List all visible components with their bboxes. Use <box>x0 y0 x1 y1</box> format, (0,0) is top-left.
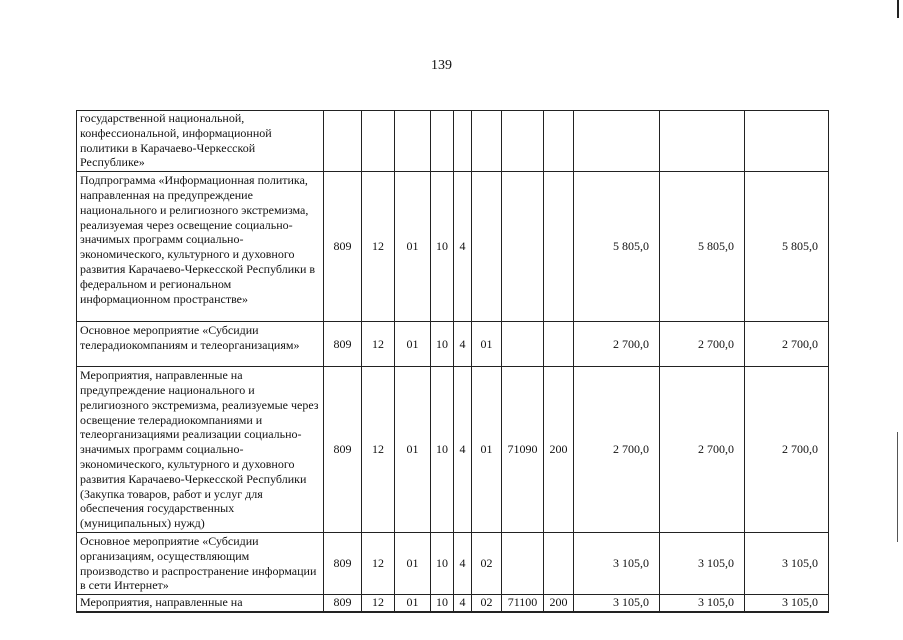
code-cell: 10 <box>431 322 454 367</box>
code-cell: 200 <box>544 595 574 612</box>
code-cell: 01 <box>472 322 502 367</box>
amount-cell: 3 105,0 <box>574 595 660 612</box>
code-cell <box>454 111 472 172</box>
code-cell: 01 <box>395 322 431 367</box>
code-cell <box>502 111 544 172</box>
table-row <box>77 367 829 533</box>
amount-cell: 5 805,0 <box>574 172 660 322</box>
table-row <box>77 595 829 612</box>
code-cell <box>472 111 502 172</box>
code-cell: 71100 <box>502 595 544 612</box>
code-cell: 01 <box>395 367 431 533</box>
code-cell <box>431 111 454 172</box>
row-description: Основное мероприятие «Субсидии организациям, осуществляющим производство и распространение информации в сети Интернет» <box>77 532 324 594</box>
amount-cell: 2 700,0 <box>745 367 829 533</box>
code-cell: 02 <box>472 532 502 594</box>
amount-cell: 3 105,0 <box>745 532 829 594</box>
amount-cell: 2 700,0 <box>745 322 829 367</box>
code-cell: 4 <box>454 367 472 533</box>
code-cell: 01 <box>472 367 502 533</box>
code-cell: 10 <box>431 595 454 612</box>
code-cell <box>544 111 574 172</box>
amount-cell: 2 700,0 <box>660 367 745 533</box>
row-description: Мероприятия, направленные на <box>77 595 324 612</box>
code-cell <box>472 172 502 322</box>
code-cell: 01 <box>395 532 431 594</box>
code-cell: 809 <box>324 595 362 612</box>
code-cell <box>544 322 574 367</box>
code-cell <box>362 111 395 172</box>
amount-cell: 3 105,0 <box>745 595 829 612</box>
amount-cell: 3 105,0 <box>574 532 660 594</box>
code-cell: 809 <box>324 367 362 533</box>
code-cell: 12 <box>362 532 395 594</box>
code-cell <box>544 532 574 594</box>
amount-cell <box>745 111 829 172</box>
code-cell: 02 <box>472 595 502 612</box>
code-cell <box>502 532 544 594</box>
code-cell: 12 <box>362 595 395 612</box>
code-cell: 10 <box>431 532 454 594</box>
amount-cell: 2 700,0 <box>574 322 660 367</box>
code-cell: 01 <box>395 595 431 612</box>
code-cell <box>502 172 544 322</box>
code-cell: 12 <box>362 367 395 533</box>
code-cell: 71090 <box>502 367 544 533</box>
code-cell: 12 <box>362 172 395 322</box>
row-description: Подпрограмма «Информационная политика, направленная на предупреждение национального и религиозного экстремизма, реализуемая через освещение социально-значимых программ социально-экономического, культурного и духовного развития Карачаево-Черкесской Республики в федеральном и региональном информационном пространстве» <box>77 172 324 322</box>
code-cell <box>502 322 544 367</box>
code-cell: 809 <box>324 172 362 322</box>
amount-cell: 5 805,0 <box>745 172 829 322</box>
amount-cell: 2 700,0 <box>660 322 745 367</box>
page-number: 139 <box>431 58 452 73</box>
code-cell: 809 <box>324 532 362 594</box>
code-cell <box>324 111 362 172</box>
table-row <box>77 111 829 172</box>
row-description: государственной национальной, конфессиональной, информационной политики в Карачаево-Черкесской Республике» <box>77 111 324 172</box>
scan-edge-mark <box>897 432 898 542</box>
budget-table <box>76 110 829 613</box>
amount-cell: 3 105,0 <box>660 595 745 612</box>
code-cell: 4 <box>454 532 472 594</box>
code-cell: 4 <box>454 172 472 322</box>
table-row <box>77 532 829 594</box>
code-cell <box>395 111 431 172</box>
amount-cell: 5 805,0 <box>660 172 745 322</box>
code-cell: 4 <box>454 595 472 612</box>
table-row <box>77 322 829 367</box>
row-description: Основное мероприятие «Субсидии телерадиокомпаниям и телеорганизациям» <box>77 322 324 367</box>
amount-cell <box>660 111 745 172</box>
row-description: Мероприятия, направленные на предупреждение национального и религиозного экстремизма, реализуемые через освещение телерадиокомпаниями и телеорганизациями реализации социально-значимых программ социально-экономического, культурного и духовного развития Карачаево-Черкесской Республики (Закупка товаров, работ и услуг для обеспечения государственных (муниципальных) нужд) <box>77 367 324 533</box>
code-cell: 12 <box>362 322 395 367</box>
amount-cell: 3 105,0 <box>660 532 745 594</box>
code-cell <box>544 172 574 322</box>
amount-cell <box>574 111 660 172</box>
code-cell: 10 <box>431 172 454 322</box>
amount-cell: 2 700,0 <box>574 367 660 533</box>
code-cell: 200 <box>544 367 574 533</box>
code-cell: 4 <box>454 322 472 367</box>
scan-edge-mark <box>897 0 899 18</box>
code-cell: 10 <box>431 367 454 533</box>
code-cell: 01 <box>395 172 431 322</box>
code-cell: 809 <box>324 322 362 367</box>
table-row <box>77 172 829 322</box>
